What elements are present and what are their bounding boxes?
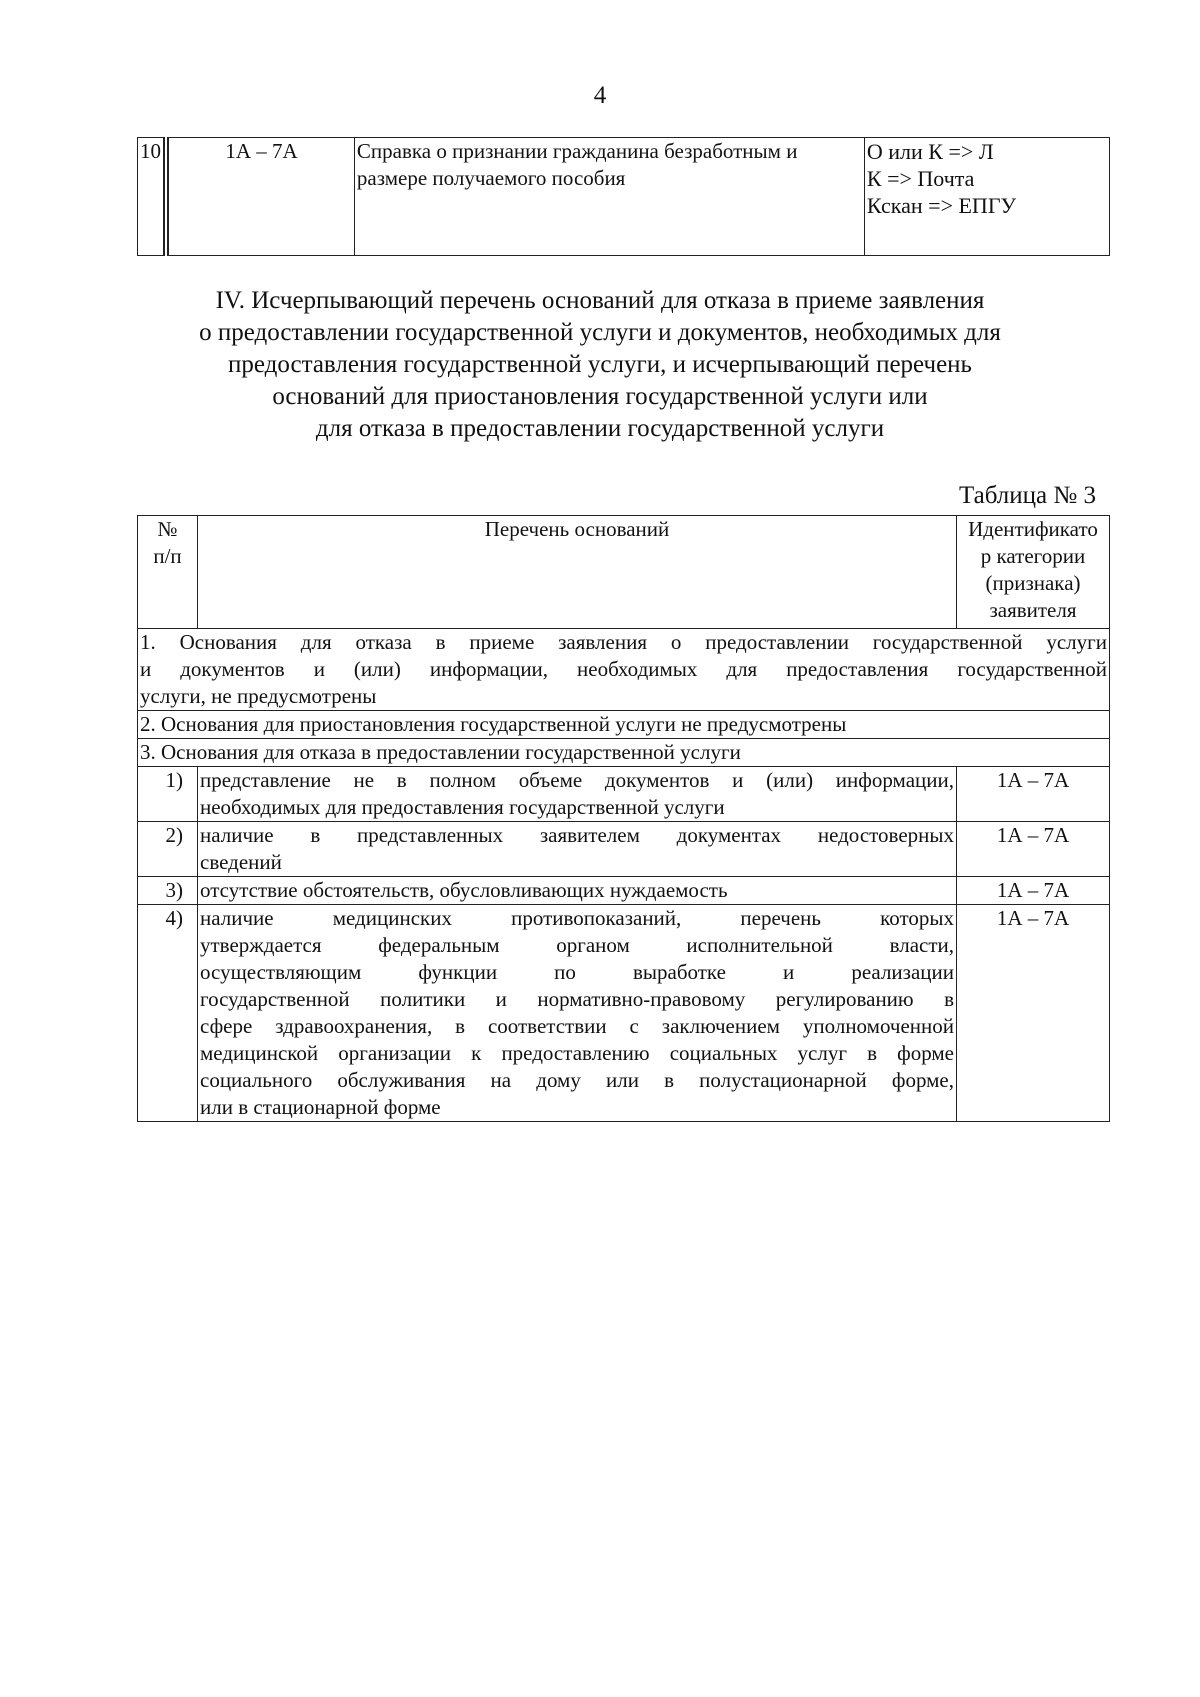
row-identifier: 1А – 7А: [957, 877, 1110, 905]
heading-line: о предоставлении государственной услуги и документов, необходимых для: [199, 319, 1001, 346]
table-row: [138, 877, 1110, 905]
group-row-2: [138, 711, 1110, 739]
ground-line: осуществляющим функции по выработке и реализации: [200, 960, 954, 984]
group-1-line: и документов и (или) информации, необходимых для предоставления государственной: [140, 657, 1107, 681]
row-ground: [198, 822, 957, 877]
row-document: Справка о признании гражданина безработным и размере получаемого пособия: [354, 138, 864, 256]
table-row: [138, 822, 1110, 877]
group-1-line: услуги, не предусмотрены: [140, 684, 377, 708]
row-identifier: 1А – 7А: [957, 822, 1110, 877]
group-row-1: [138, 629, 1110, 711]
heading-line: предоставления государственной услуги, и исчерпывающий перечень: [228, 351, 972, 378]
page-number: 4: [593, 82, 607, 109]
grounds-table: [137, 515, 1110, 1122]
group-row-3: [138, 739, 1110, 767]
section-heading: [100, 285, 1100, 445]
row-number: 4): [138, 905, 198, 1122]
ground-line: медицинской организации к предоставлению социальных услуг в форме: [200, 1041, 954, 1065]
header-identifier-line: р категории: [980, 544, 1086, 568]
ground-line: сфере здравоохранения, в соответствии с заключением уполномоченной: [200, 1014, 954, 1038]
group-2-text: 2. Основания для приостановления государственной услуги не предусмотрены: [138, 711, 1110, 739]
ground-line: наличие медицинских противопоказаний, перечень которых: [200, 906, 954, 930]
ground-line: утверждается федеральным органом исполнительной власти,: [200, 933, 954, 957]
header-number: [138, 516, 198, 629]
header-identifier-line: (признака): [985, 571, 1081, 595]
heading-line: IV. Исчерпывающий перечень оснований для отказа в приеме заявления: [215, 287, 985, 314]
header-identifier-line: заявителя: [989, 598, 1077, 622]
row-ground: [198, 877, 957, 905]
continuation-table: [137, 137, 1110, 256]
row-submission-ways: [864, 138, 1109, 256]
submission-way: Кскан => ЕПГУ: [866, 193, 1017, 218]
heading-line: для отказа в предоставлении государственной услуги: [315, 415, 885, 442]
table-row: [138, 138, 1110, 256]
table-row: [138, 905, 1110, 1122]
header-number-symbol: №: [157, 517, 178, 541]
ground-line: социального обслуживания на дому или в полустационарной форме,: [200, 1068, 954, 1092]
row-category: 1А – 7А: [166, 138, 354, 256]
header-identifier: [957, 516, 1110, 629]
header-number-abbr: п/п: [153, 544, 182, 568]
row-number: 2): [138, 822, 198, 877]
submission-way: О или К => Л: [866, 139, 994, 164]
table-header-row: [138, 516, 1110, 629]
row-ground: [198, 905, 957, 1122]
table-caption: Таблица № 3: [958, 482, 1096, 509]
group-1-line: 1. Основания для отказа в приеме заявления о предоставлении государственной услуги: [140, 630, 1107, 654]
row-ground: [198, 767, 957, 822]
ground-line: необходимых для предоставления государственной услуги: [200, 795, 725, 819]
group-3-text: 3. Основания для отказа в предоставлении государственной услуги: [138, 739, 1110, 767]
ground-line: представление не в полном объеме документов и (или) информации,: [200, 768, 954, 792]
row-number: 10: [138, 138, 167, 256]
ground-line: или в стационарной форме: [200, 1095, 441, 1119]
submission-way: К => Почта: [866, 166, 975, 191]
ground-line: государственной политики и нормативно-правовому регулированию в: [200, 987, 954, 1011]
row-identifier: 1А – 7А: [957, 767, 1110, 822]
header-grounds: Перечень оснований: [198, 516, 957, 629]
ground-line: наличие в представленных заявителем документах недостоверных: [200, 823, 954, 847]
row-number: 3): [138, 877, 198, 905]
row-number: 1): [138, 767, 198, 822]
heading-line: оснований для приостановления государственной услуги или: [272, 383, 928, 410]
ground-line: сведений: [200, 850, 282, 874]
row-identifier: 1А – 7А: [957, 905, 1110, 1122]
ground-line: отсутствие обстоятельств, обусловливающих нуждаемость: [200, 878, 728, 902]
header-identifier-line: Идентификато: [968, 517, 1098, 541]
group-1-text: [138, 629, 1110, 711]
table-row: [138, 767, 1110, 822]
